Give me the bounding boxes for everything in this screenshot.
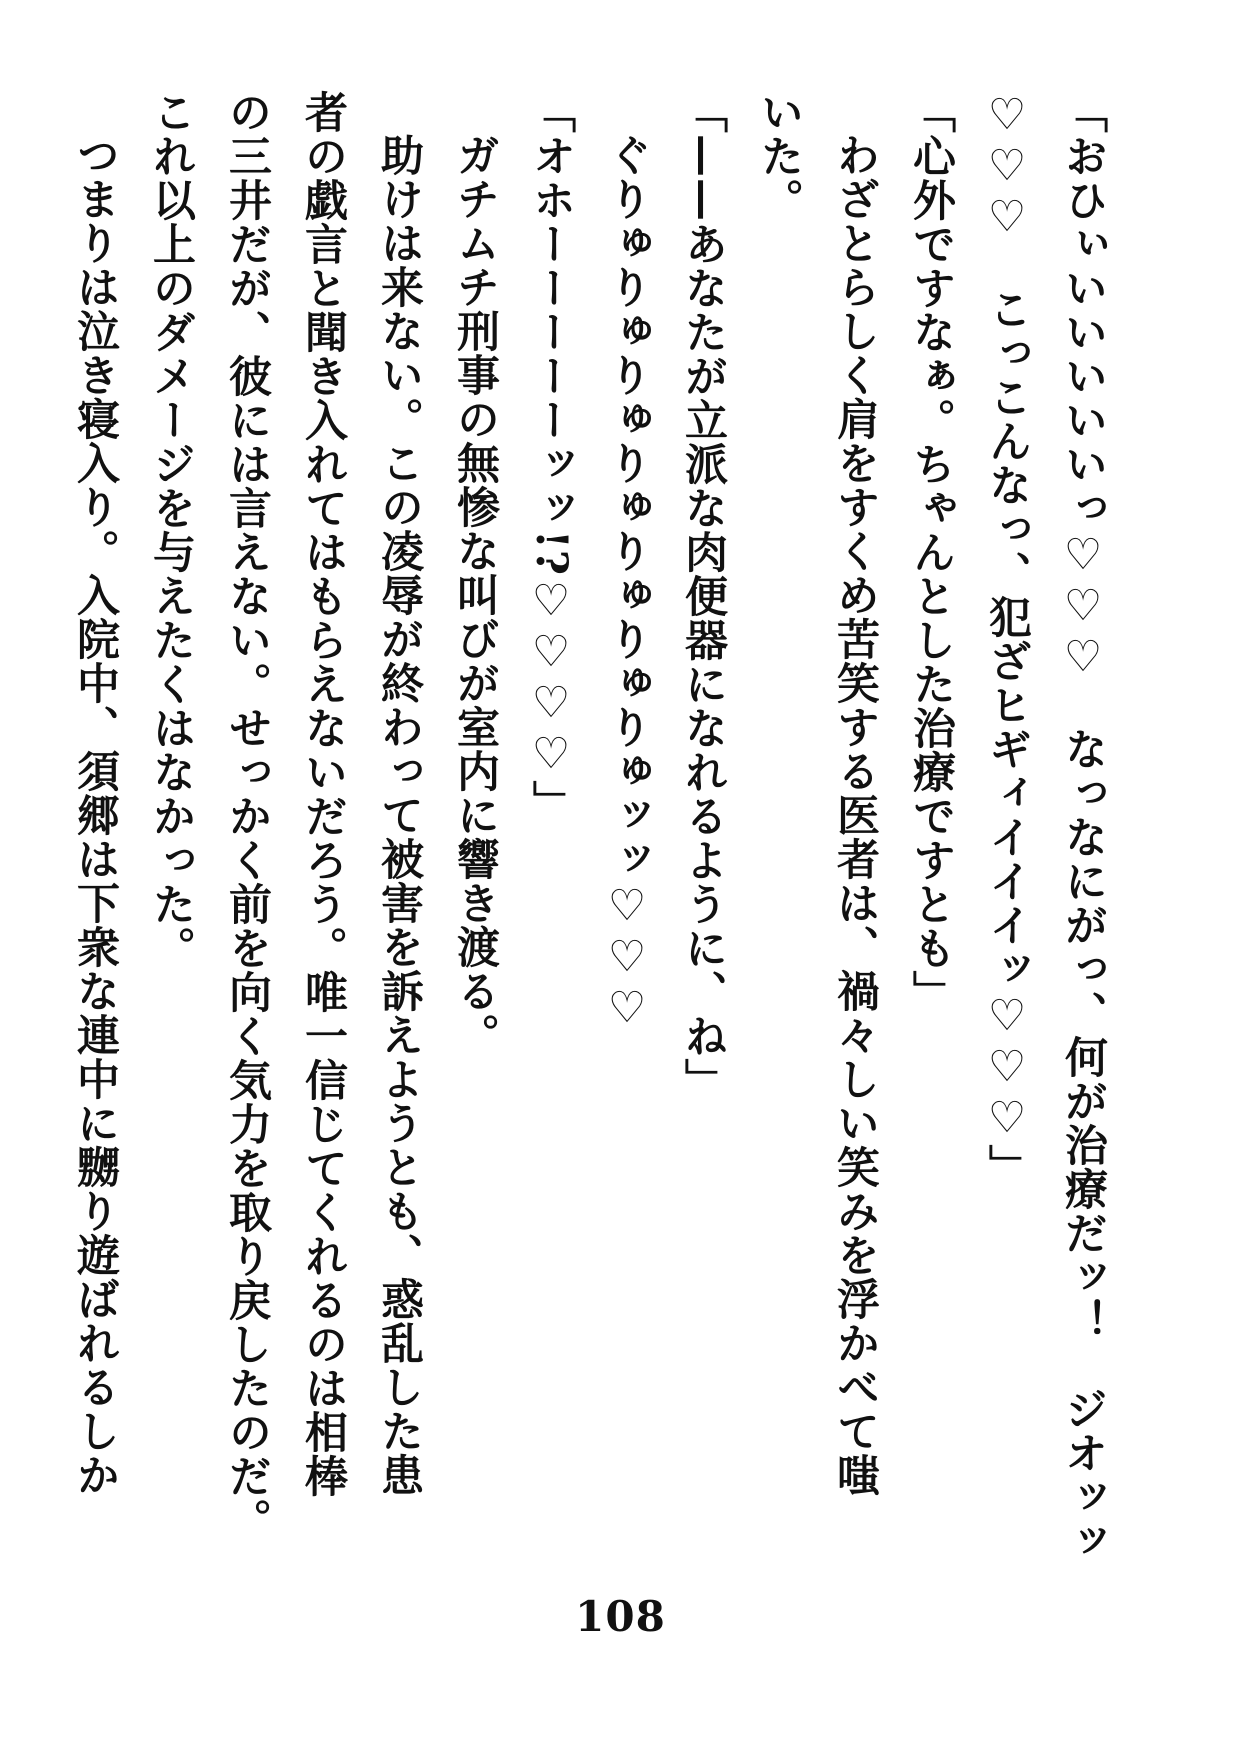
text-line-1: 「おひぃいいいいいっ♡♡♡ なっなにがっ、何が治療だッ！ ジオッッ (1058, 90, 1108, 1563)
text-line-11: 者の戯言と聞き入れてはもらえないだろう。唯一信じてくれるのは相棒 (298, 90, 348, 1498)
text-line-3: 「心外ですなぁ。ちゃんとした治療ですとも」 (906, 90, 956, 1014)
page-number: 108 (575, 1592, 666, 1641)
text-line-5: いた。 (754, 90, 804, 222)
text-line-9: ガチムチ刑事の無惨な叫びが室内に響き渡る。 (450, 133, 500, 1057)
text-line-13: これ以上のダメージを与えたくはなかった。 (146, 90, 196, 970)
text-line-12: の三井だが、彼には言えない。せっかく前を向く気力を取り戻したのだ。 (222, 90, 272, 1542)
text-line-8: 「オホーーーーーッッ!?♡♡♡♡」 (526, 90, 576, 825)
text-line-2: ♡♡♡ こっこんなっ、犯ざヒギィイイイッ♡♡♡」 (982, 90, 1032, 1188)
text-line-6: 「——あなたが立派な肉便器になれるように、ね」 (678, 90, 728, 1102)
text-line-10: 助けは来ない。この凌辱が終わって被害を訴えようとも、惑乱した患 (374, 133, 424, 1497)
text-line-4: わざとらしく肩をすくめ苦笑する医者は、禍々しい笑みを浮かべて嗤 (830, 133, 880, 1497)
vertical-body-text (57, 90, 1121, 1563)
text-line-7: ぐりゅりゅりゅりゅりゅりゅりゅッッ♡♡♡ (602, 133, 652, 1034)
text-line-14: つまりは泣き寝入り。入院中、須郷は下衆な連中に嬲り遊ばれるしか (70, 133, 120, 1497)
